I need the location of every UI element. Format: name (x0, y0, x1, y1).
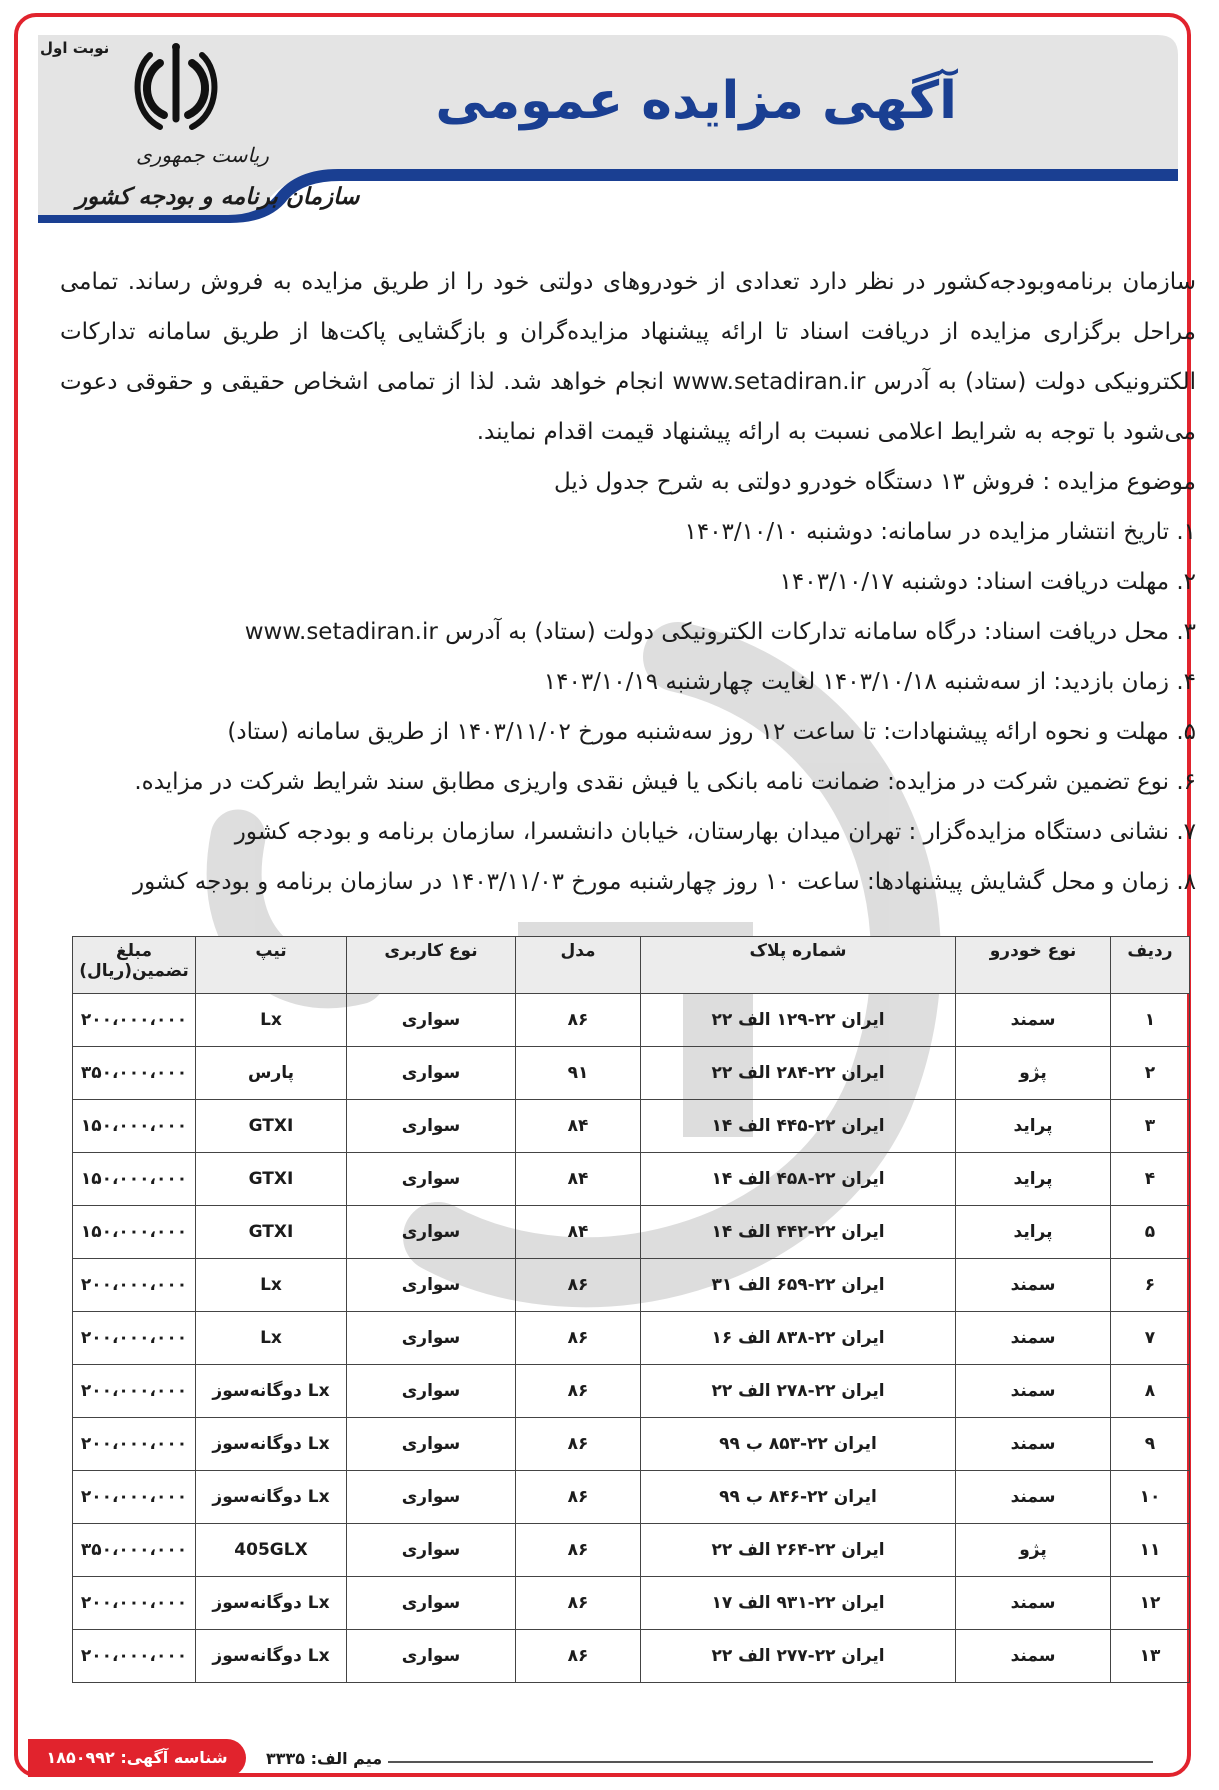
cell-row-number: ۴ (1111, 1153, 1190, 1206)
cell-guarantee: ۱۵۰،۰۰۰،۰۰۰ (73, 1100, 196, 1153)
cell-guarantee: ۱۵۰،۰۰۰،۰۰۰ (73, 1153, 196, 1206)
cell-model: ۸۶ (516, 1418, 641, 1471)
cell-usage: سواری (347, 1630, 516, 1683)
cell-model: ۸۶ (516, 1524, 641, 1577)
cell-vehicle-type: سمند (956, 1312, 1111, 1365)
footer-divider (388, 1761, 1153, 1763)
cell-plate: ایران ۲۲-۴۵۸ الف ۱۴ (641, 1153, 956, 1206)
cell-row-number: ۷ (1111, 1312, 1190, 1365)
cell-vehicle-type: سمند (956, 1418, 1111, 1471)
cell-usage: سواری (347, 1577, 516, 1630)
column-header: تیپ (196, 937, 347, 994)
cell-vehicle-type: سمند (956, 1259, 1111, 1312)
cell-vehicle-type: پراید (956, 1100, 1111, 1153)
cell-trim: Lx دوگانه‌سوز (196, 1471, 347, 1524)
list-item: ۱. تاریخ انتشار مزایده در سامانه: دوشنبه ۱۴۰۳/۱۰/۱۰ (684, 519, 1196, 545)
cell-row-number: ۱۰ (1111, 1471, 1190, 1524)
table-row (73, 1418, 1190, 1471)
column-header: نوع کاربری (347, 937, 516, 994)
cell-model: ۸۶ (516, 1312, 641, 1365)
org-line-presidency: ریاست جمهوری (136, 143, 269, 167)
list-item: ۵. مهلت و نحوه ارائه پیشنهادات: تا ساعت ۱۲ روز سه‌شنبه مورخ ۱۴۰۳/۱۱/۰۲ از طریق سامانه (ستاد) (227, 719, 1196, 745)
column-header: ردیف (1111, 937, 1190, 994)
column-header: شماره پلاک (641, 937, 956, 994)
cell-guarantee: ۳۵۰،۰۰۰،۰۰۰ (73, 1524, 196, 1577)
cell-vehicle-type: سمند (956, 1630, 1111, 1683)
cell-row-number: ۹ (1111, 1418, 1190, 1471)
cell-usage: سواری (347, 1100, 516, 1153)
list-item: ۸. زمان و محل گشایش پیشنهادها: ساعت ۱۰ روز چهارشنبه مورخ ۱۴۰۳/۱۱/۰۳ در سازمان برنامه و بودجه کشور (133, 869, 1196, 895)
cell-vehicle-type: پژو (956, 1047, 1111, 1100)
table-row (73, 1259, 1190, 1312)
column-header: مبلغ تضمین(ریال) (73, 937, 196, 994)
table-row (73, 994, 1190, 1047)
cell-guarantee: ۲۰۰،۰۰۰،۰۰۰ (73, 1471, 196, 1524)
cell-row-number: ۲ (1111, 1047, 1190, 1100)
notice-frame (14, 13, 1196, 1777)
table-row (73, 1471, 1190, 1524)
cell-plate: ایران ۲۲-۲۷۷ الف ۲۲ (641, 1630, 956, 1683)
cell-plate: ایران ۲۲-۶۵۹ الف ۳۱ (641, 1259, 956, 1312)
table-row (73, 1047, 1190, 1100)
iran-emblem-icon (130, 41, 222, 139)
cell-plate: ایران ۲۲-۲۷۸ الف ۲۲ (641, 1365, 956, 1418)
cell-usage: سواری (347, 994, 516, 1047)
vehicle-table (72, 936, 1190, 1683)
cell-guarantee: ۲۰۰،۰۰۰،۰۰۰ (73, 1577, 196, 1630)
cell-plate: ایران ۲۲-۲۶۴ الف ۲۲ (641, 1524, 956, 1577)
cell-usage: سواری (347, 1047, 516, 1100)
notice-body (60, 257, 1196, 907)
list-item: ۴. زمان بازدید: از سه‌شنبه ۱۴۰۳/۱۰/۱۸ لغایت چهارشنبه ۱۴۰۳/۱۰/۱۹ (543, 669, 1196, 695)
cell-row-number: ۱ (1111, 994, 1190, 1047)
cell-vehicle-type: سمند (956, 1365, 1111, 1418)
table-header-row (73, 937, 1190, 994)
cell-trim: پارس (196, 1047, 347, 1100)
table-row (73, 1577, 1190, 1630)
cell-model: ۹۱ (516, 1047, 641, 1100)
column-header: نوع خودرو (956, 937, 1111, 994)
cell-row-number: ۱۳ (1111, 1630, 1190, 1683)
ad-id-badge: شناسه آگهی: ۱۸۵۰۹۹۲ (28, 1739, 246, 1777)
cell-row-number: ۶ (1111, 1259, 1190, 1312)
cell-plate: ایران ۲۲-۴۴۵ الف ۱۴ (641, 1100, 956, 1153)
list-item: ۳. محل دریافت اسناد: درگاه سامانه تدارکات الکترونیکی دولت (ستاد) به آدرس www.setadiran.ir (244, 619, 1196, 645)
list-item: ۷. نشانی دستگاه مزایده‌گزار : تهران میدان بهارستان، خیابان دانشسرا، سازمان برنامه و بودجه کشور (234, 819, 1196, 845)
cell-vehicle-type: پراید (956, 1206, 1111, 1259)
conditions-list (60, 507, 1196, 907)
cell-model: ۸۶ (516, 1630, 641, 1683)
cell-guarantee: ۲۰۰،۰۰۰،۰۰۰ (73, 1259, 196, 1312)
list-item: ۶. نوع تضمین شرکت در مزایده: ضمانت نامه بانکی یا فیش نقدی واریزی مطابق سند شرایط شرکت در مزایده. (134, 769, 1196, 795)
cell-model: ۸۶ (516, 1577, 641, 1630)
intro-paragraph: سازمان برنامه‌وبودجه‌کشور در نظر دارد تعدادی از خودروهای دولتی خود را از طریق مزایده به فروش رساند. تمامی مراحل برگزاری مزایده از دریافت اسناد تا ارائه پیشنهاد مزایده‌گران و بازگشایی پاکت‌ها از طریق سامانه تدارکات الکترونیکی دولت (ستاد) به آدرس www.setadiran.ir انجام خواهد شد. لذا از تمامی اشخاص حقیقی و حقوقی دعوت می‌شود با توجه به شرایط اعلامی نسبت به ارائه پیشنهاد قیمت اقدام نمایند. (60, 269, 1196, 445)
footer-mim-alef: میم الف: ۳۳۳۵ (266, 1749, 383, 1768)
cell-row-number: ۳ (1111, 1100, 1190, 1153)
cell-trim: GTXI (196, 1153, 347, 1206)
cell-model: ۸۶ (516, 1259, 641, 1312)
cell-usage: سواری (347, 1259, 516, 1312)
org-line-budget: سازمان برنامه و بودجه کشور (76, 183, 360, 210)
cell-usage: سواری (347, 1206, 516, 1259)
table-row (73, 1100, 1190, 1153)
list-item: ۲. مهلت دریافت اسناد: دوشنبه ۱۴۰۳/۱۰/۱۷ (779, 569, 1196, 595)
cell-usage: سواری (347, 1524, 516, 1577)
column-header: مدل (516, 937, 641, 994)
cell-plate: ایران ۲۲-۱۲۹ الف ۲۲ (641, 994, 956, 1047)
cell-vehicle-type: پراید (956, 1153, 1111, 1206)
cell-trim: GTXI (196, 1206, 347, 1259)
page-title: آگهی مزایده عمومی (435, 71, 957, 131)
cell-plate: ایران ۲۲-۹۳۱ الف ۱۷ (641, 1577, 956, 1630)
cell-model: ۸۶ (516, 1471, 641, 1524)
cell-model: ۸۴ (516, 1100, 641, 1153)
cell-guarantee: ۲۰۰،۰۰۰،۰۰۰ (73, 994, 196, 1047)
table-row (73, 1206, 1190, 1259)
cell-trim: Lx (196, 1259, 347, 1312)
cell-plate: ایران ۲۲-۴۴۲ الف ۱۴ (641, 1206, 956, 1259)
cell-plate: ایران ۲۲-۲۸۴ الف ۲۲ (641, 1047, 956, 1100)
cell-trim: Lx (196, 994, 347, 1047)
cell-vehicle-type: سمند (956, 1471, 1111, 1524)
cell-plate: ایران ۲۲-۸۵۳ ب ۹۹ (641, 1418, 956, 1471)
cell-row-number: ۱۲ (1111, 1577, 1190, 1630)
cell-usage: سواری (347, 1365, 516, 1418)
subject-line: موضوع مزایده : فروش ۱۳ دستگاه خودرو دولتی به شرح جدول ذیل (554, 469, 1196, 495)
cell-model: ۸۴ (516, 1206, 641, 1259)
cell-trim: Lx دوگانه‌سوز (196, 1365, 347, 1418)
table-row (73, 1365, 1190, 1418)
edition-label: نوبت اول (40, 39, 110, 57)
cell-usage: سواری (347, 1471, 516, 1524)
cell-usage: سواری (347, 1153, 516, 1206)
cell-guarantee: ۲۰۰،۰۰۰،۰۰۰ (73, 1418, 196, 1471)
cell-trim: Lx (196, 1312, 347, 1365)
cell-model: ۸۴ (516, 1153, 641, 1206)
cell-row-number: ۸ (1111, 1365, 1190, 1418)
cell-vehicle-type: پژو (956, 1524, 1111, 1577)
cell-guarantee: ۳۵۰،۰۰۰،۰۰۰ (73, 1047, 196, 1100)
cell-model: ۸۶ (516, 994, 641, 1047)
cell-usage: سواری (347, 1418, 516, 1471)
cell-model: ۸۶ (516, 1365, 641, 1418)
cell-guarantee: ۲۰۰،۰۰۰،۰۰۰ (73, 1312, 196, 1365)
cell-plate: ایران ۲۲-۸۴۶ ب ۹۹ (641, 1471, 956, 1524)
cell-usage: سواری (347, 1312, 516, 1365)
cell-guarantee: ۲۰۰،۰۰۰،۰۰۰ (73, 1365, 196, 1418)
cell-trim: Lx دوگانه‌سوز (196, 1630, 347, 1683)
table-row (73, 1524, 1190, 1577)
cell-row-number: ۱۱ (1111, 1524, 1190, 1577)
cell-plate: ایران ۲۲-۸۳۸ الف ۱۶ (641, 1312, 956, 1365)
table-row (73, 1153, 1190, 1206)
cell-trim: GTXI (196, 1100, 347, 1153)
cell-guarantee: ۱۵۰،۰۰۰،۰۰۰ (73, 1206, 196, 1259)
cell-trim: 405GLX (196, 1524, 347, 1577)
table-row (73, 1630, 1190, 1683)
cell-vehicle-type: سمند (956, 1577, 1111, 1630)
cell-guarantee: ۲۰۰،۰۰۰،۰۰۰ (73, 1630, 196, 1683)
cell-vehicle-type: سمند (956, 994, 1111, 1047)
table-row (73, 1312, 1190, 1365)
cell-trim: Lx دوگانه‌سوز (196, 1577, 347, 1630)
cell-trim: Lx دوگانه‌سوز (196, 1418, 347, 1471)
cell-row-number: ۵ (1111, 1206, 1190, 1259)
vehicle-table-wrap (72, 936, 1190, 1683)
